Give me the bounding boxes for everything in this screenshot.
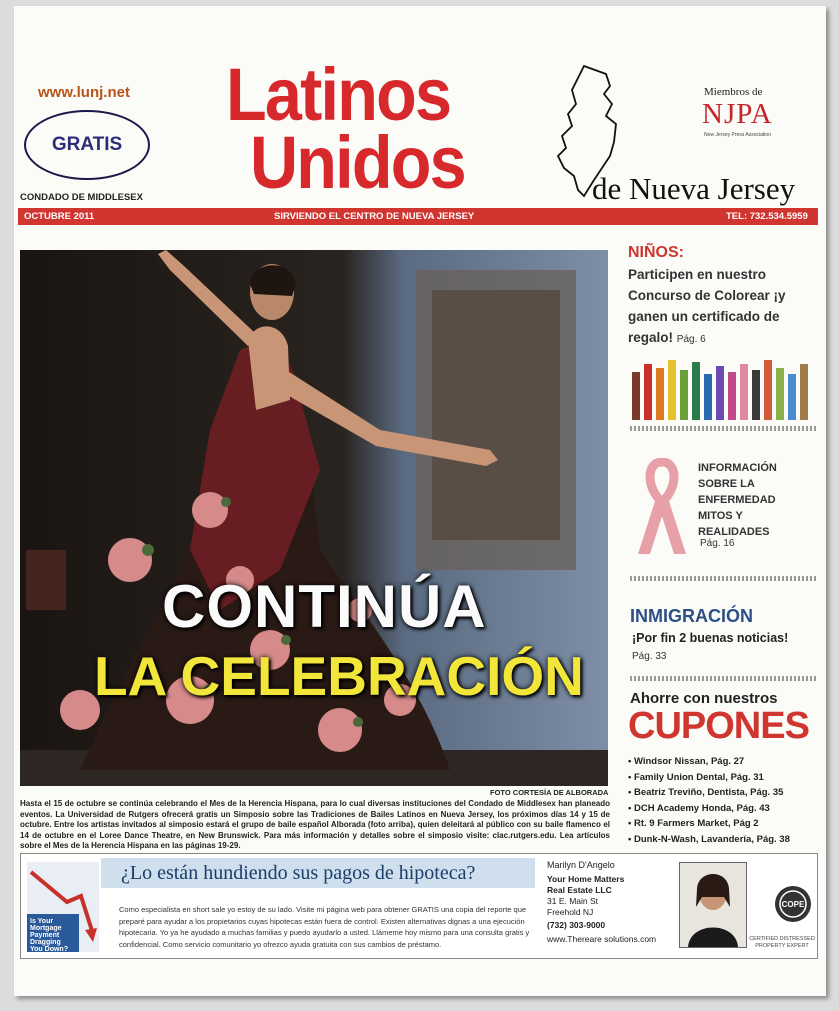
company-line: Your Home Matters xyxy=(547,874,625,884)
agent-website[interactable]: www.Thereare solutions.com xyxy=(547,934,657,944)
cover-caption: Hasta el 15 de octubre se continúa celebrando el Mes de la Herencia Hispana, para lo cual diversas instituciones del Condado de Middlesex han planeado eventos. La Universidad de Rutgers ofrecerá gratis un Simposio sobre las Tradiciones de Bailes Latinos en Nueva Jersey, los próximos días 14 y 15 de octubre. Entre los artistas invitados al simposio estará el grupo de baile español Alborada (foto arriba), quien deleitará al público con su baile flamenco el 14 de octubre en el Loree Dance Theatre, en New Brunswick. Para más información y detalles sobre el simposio visite: clac.rutgers.edu. Lea artículos sobre el Mes de la Herencia Hispana en las páginas 19-29. xyxy=(20,799,610,850)
masthead-title-line2: Unidos xyxy=(250,121,465,204)
agent-address xyxy=(547,896,598,918)
phone-number: TEL: 732.534.5959 xyxy=(726,211,808,222)
region-label: CONDADO DE MIDDLESEX xyxy=(20,192,143,203)
salud-line: REALIDADES xyxy=(698,526,770,538)
photo-credit: FOTO CORTESÍA DE ALBORADA xyxy=(490,788,609,797)
agent-phone[interactable]: (732) 303-9000 xyxy=(547,920,606,930)
badge-line: Payment xyxy=(30,932,60,939)
masthead-title-line1: Latinos xyxy=(226,53,451,136)
inmigracion-page-ref: Pág. 33 xyxy=(632,651,667,662)
membership-label: Miembros de xyxy=(704,86,763,98)
certification-label: CERTIFIED DISTRESSED PROPERTY EXPERT xyxy=(749,936,815,949)
certification-seal-icon xyxy=(773,884,813,924)
ad-body: Como especialista en short sale yo estoy de su lado. Visite mi página web para obtener GRATIS una copia del reporte que preparé para ayudar a los propietarios cuyas hipotecas están fuera de control. Existen alternativas dignas a una ejecución hipotecaria. Yo ya he ayudado a muchas familias y puedo ayudarlo a usted. Llámeme hoy mismo para una consulta gratis y confidencial. Como servicio comunitario yo ofrezco ayuda gratuita con sus cambios de préstamo. xyxy=(119,905,530,949)
cupones-title: CUPONES xyxy=(628,705,809,747)
salud-line: SOBRE LA xyxy=(698,478,755,490)
agent-name: Marilyn D'Angelo xyxy=(547,860,615,870)
tagline: SIRVIENDO EL CENTRO DE NUEVA JERSEY xyxy=(274,211,475,222)
njpa-full-name: New Jersey Press Association xyxy=(704,132,771,138)
ninos-page-ref: Pág. 6 xyxy=(676,334,706,345)
salud-line: ENFERMEDAD xyxy=(698,494,776,506)
ad-headline: ¿Lo están hundiendo sus pagos de hipoteca? xyxy=(121,862,476,884)
salud-teaser[interactable] xyxy=(698,460,777,540)
awareness-ribbon-icon xyxy=(634,458,690,558)
coupon-item[interactable]: • DCH Academy Honda, Pág. 43 xyxy=(628,801,790,817)
cover-headline-secondary: LA CELEBRACIÓN xyxy=(94,645,584,707)
badge-line: Is Your xyxy=(30,918,54,925)
ninos-body: Participen en nuestro Concurso de Colorear ¡y ganen un certificado de regalo! xyxy=(628,267,786,345)
badge-line: You Down? xyxy=(30,946,68,952)
dateline-bar xyxy=(18,208,818,225)
company-line: Real Estate LLC xyxy=(547,885,612,895)
inmigracion-title[interactable]: INMIGRACIÓN xyxy=(630,606,753,626)
ninos-title: NIÑOS: xyxy=(628,244,684,261)
njpa-logo: NJPA xyxy=(702,98,773,130)
salud-line: INFORMACIÓN xyxy=(698,462,777,474)
inmigracion-teaser: ¡Por fin 2 buenas noticias! xyxy=(632,631,789,645)
salud-page-ref: Pág. 16 xyxy=(700,538,735,549)
mortgage-advertisement[interactable] xyxy=(20,853,818,959)
colored-pencils-illustration xyxy=(628,350,818,422)
website-link[interactable]: www.lunj.net xyxy=(38,84,130,101)
address-line: Freehold NJ xyxy=(547,907,594,917)
sidebar-divider xyxy=(630,426,818,431)
coupon-item[interactable]: • Beatriz Treviño, Dentista, Pág. 35 xyxy=(628,785,790,801)
coupon-item[interactable]: • Rt. 9 Farmers Market, Pág 2 xyxy=(628,816,790,832)
issue-date: OCTUBRE 2011 xyxy=(24,211,95,222)
masthead-subtitle: de Nueva Jersey xyxy=(592,171,796,206)
sidebar-divider xyxy=(630,676,818,681)
free-label: GRATIS xyxy=(51,134,123,155)
mortgage-badge-icon xyxy=(27,862,99,952)
salud-line: MITOS Y xyxy=(698,510,743,522)
sidebar-divider xyxy=(630,576,818,581)
coupon-item[interactable]: • Family Union Dental, Pág. 31 xyxy=(628,770,790,786)
coupon-item[interactable]: • Windsor Nissan, Pág. 27 xyxy=(628,754,790,770)
cover-headline-primary: CONTINÚA xyxy=(162,573,487,640)
coupon-item[interactable]: • Dunk-N-Wash, Lavandería, Pág. 38 xyxy=(628,832,790,848)
address-line: 31 E. Main St xyxy=(547,896,599,906)
newspaper-front-page xyxy=(14,6,826,996)
seal-text: COPE xyxy=(781,900,805,909)
agent-company xyxy=(547,874,624,896)
badge-line: Dragging xyxy=(30,939,61,946)
ninos-teaser[interactable] xyxy=(628,264,818,350)
coupon-list xyxy=(628,754,790,848)
free-badge xyxy=(24,110,150,180)
agent-portrait xyxy=(679,862,747,948)
badge-line: Mortgage xyxy=(30,925,62,932)
cupones-pretitle: Ahorre con nuestros xyxy=(630,690,778,707)
